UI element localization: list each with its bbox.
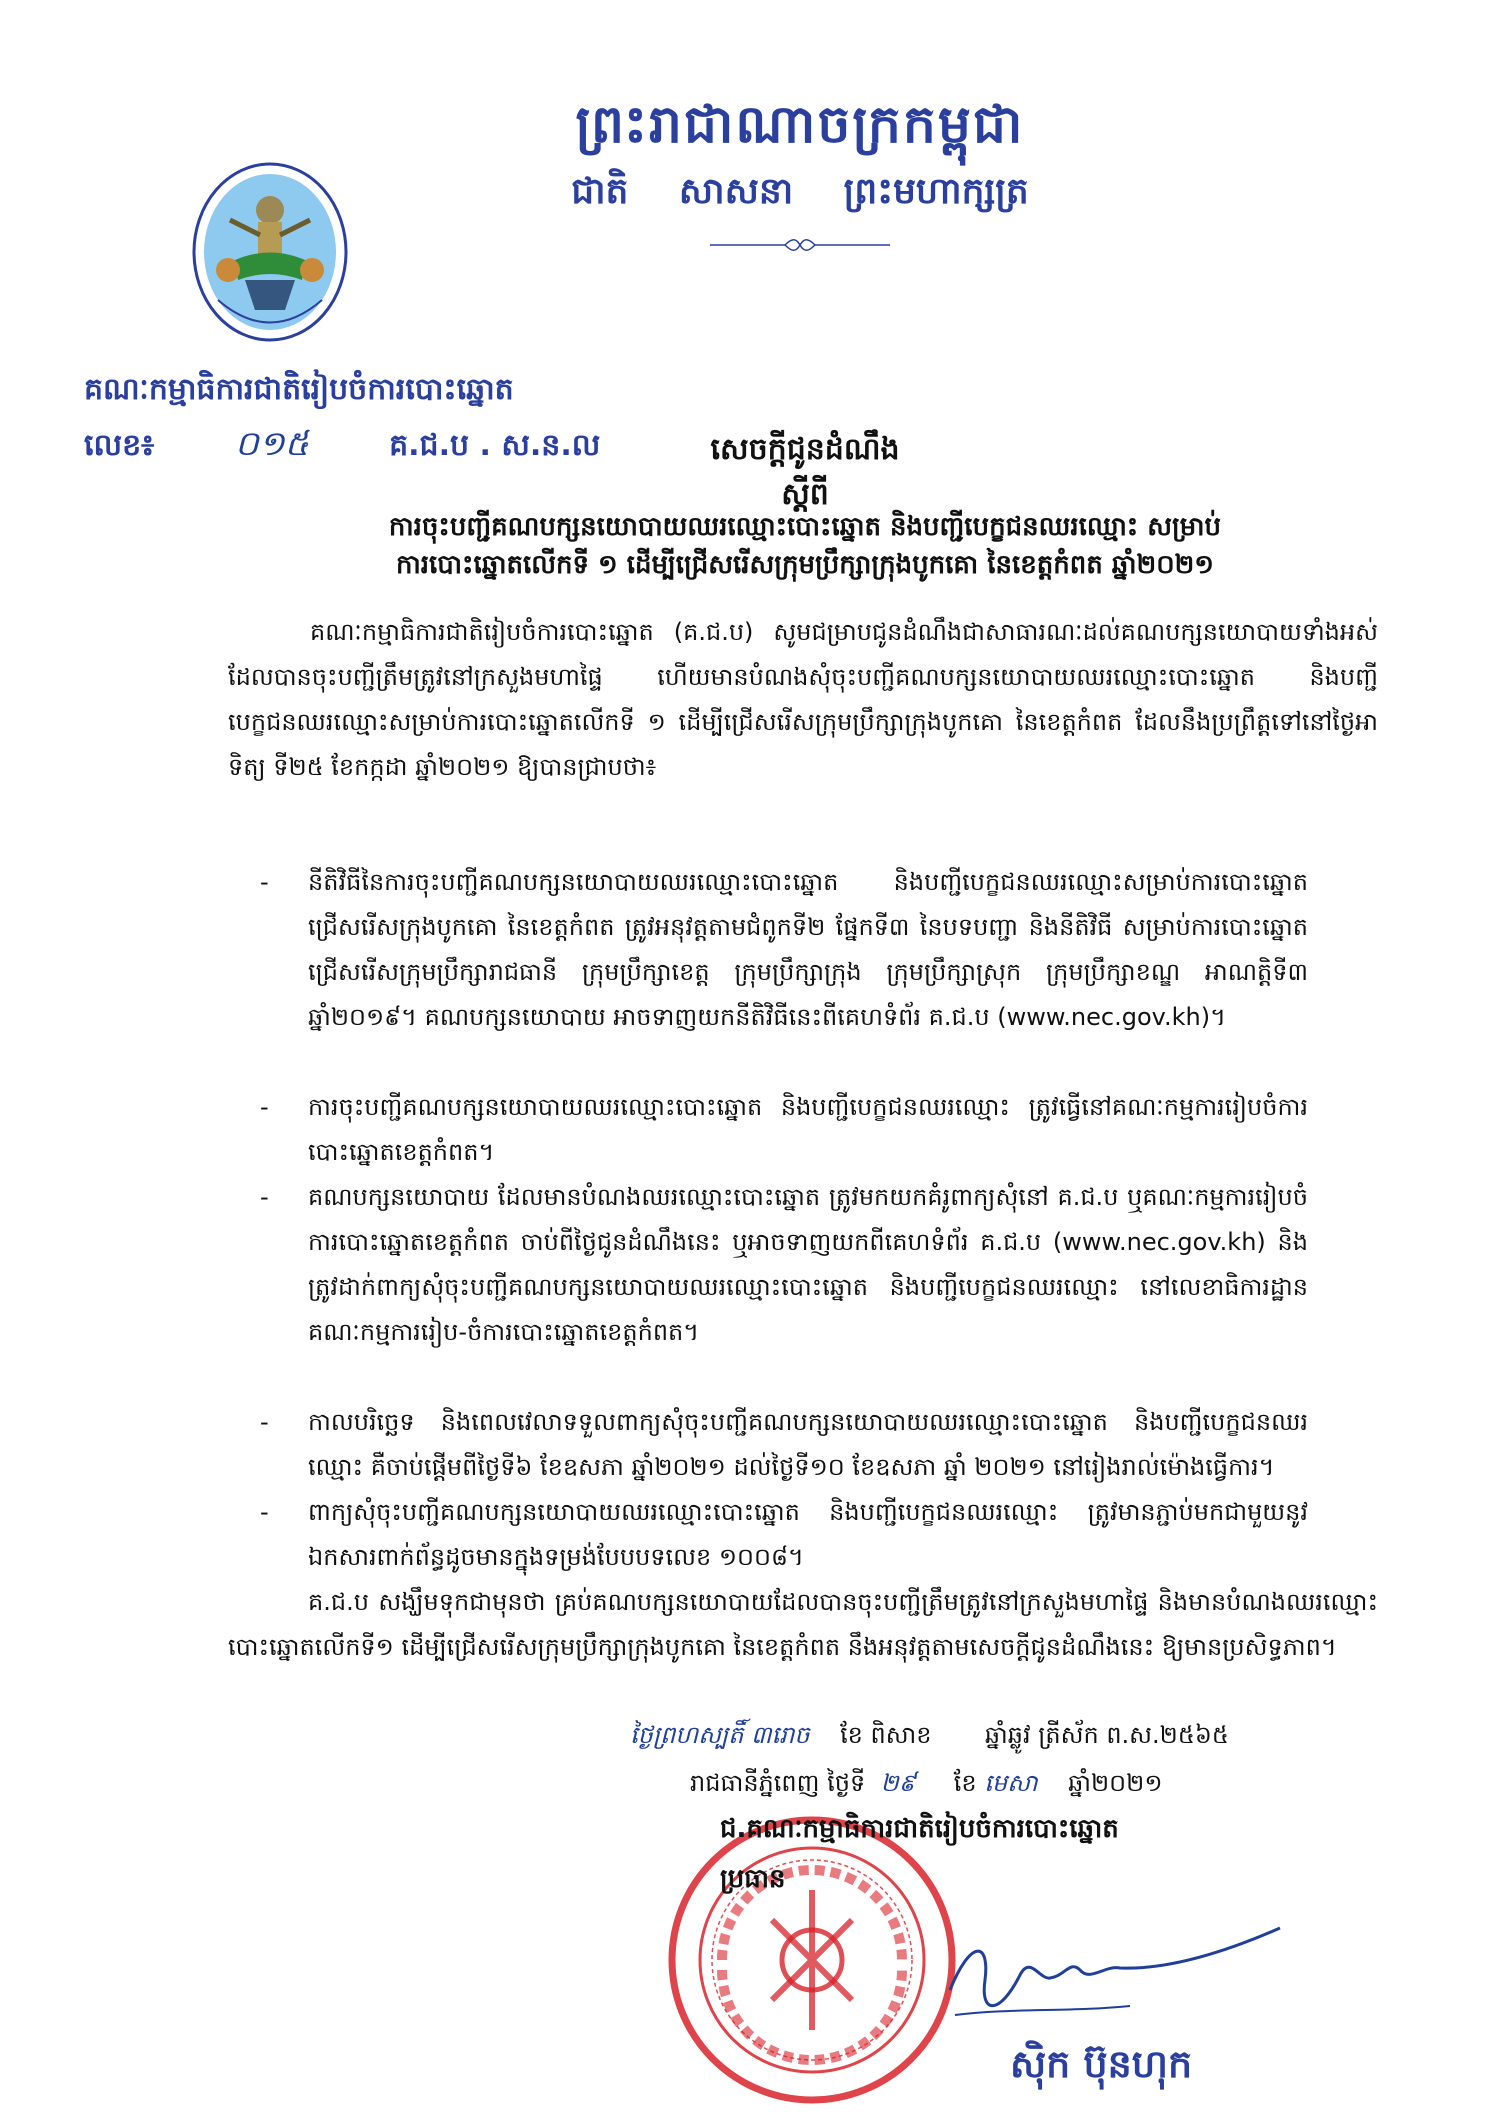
closing-paragraph: គ.ជ.ប សង្ឃឹមទុកជាមុនថា គ្រប់គណបក្សនយោបាយដែលបានចុះបញ្ជីត្រឹមត្រូវនៅក្រសួងមហាផ្ទៃ និងមានបំណងឈរឈ្មោះបោះឆ្នោតលើកទី១ ដើម្បីជ្រើសរើសក្រុមប្រឹក្សាក្រុងបូកគោ នៃខេត្តកំពត នឹងអនុវត្តតាមសេចក្តីជូនដំណឹងនេះ ឱ្យមានប្រសិទ្ធភាព។ xyxy=(228,1588,1378,1661)
kingdom-heading: ព្រះរាជាណាចក្រកម្ពុជា xyxy=(575,95,1025,155)
lunar-year: ឆ្នាំឆ្លូវ ត្រីស័ក ព.ស.២៥៦៥ xyxy=(984,1721,1229,1749)
issuing-organization: គណៈកម្មាធិការជាតិរៀបចំការបោះឆ្នោត xyxy=(84,372,514,407)
notice-title: សេចក្តីជូនដំណឹង xyxy=(710,432,900,467)
bullet-item xyxy=(260,1490,1308,1580)
reference-code: គ.ជ.ប . ស.ន.ល xyxy=(389,428,601,463)
bullet-item xyxy=(260,1085,1308,1175)
intro-paragraph: គណៈកម្មាធិការជាតិរៀបចំការបោះឆ្នោត (គ.ជ.ប) សូមជម្រាបជូនដំណឹងជាសាធារណៈដល់គណបក្សនយោបាយទាំងអស់ ដែលបានចុះបញ្ជីត្រឹមត្រូវនៅក្រសួងមហាផ្ទៃ ហើយមានបំណងសុំចុះបញ្ជីគណបក្សនយោបាយឈរឈ្មោះបោះឆ្នោត និងបញ្ជីបេក្ខជនឈរឈ្មោះសម្រាប់ការបោះឆ្នោតលើកទី ១ ដើម្បីជ្រើសរើសក្រុមប្រឹក្សាក្រុងបូកគោ នៃខេត្តកំពត ដែលនឹងប្រព្រឹត្តទៅនៅថ្ងៃអាទិត្យ ទី២៥ ខែកក្កដា ឆ្នាំ២០២១ ឱ្យបានជ្រាបថា៖ xyxy=(228,618,1378,781)
bullet-dash: - xyxy=(260,1093,269,1121)
place-prefix: រាជធានីភ្នំពេញ ថ្ងៃទី xyxy=(690,1769,866,1797)
bullet-text: គណបក្សនយោបាយ ដែលមានបំណងឈរឈ្មោះបោះឆ្នោត ត្រូវមកយកគំរូពាក្យសុំនៅ គ.ជ.ប ឬគណៈកម្មការរៀបចំការបោះឆ្នោតខេត្តកំពត ចាប់ពីថ្ងៃជូនដំណឹងនេះ ឬអាចទាញយកពីគេហទំព័រ គ.ជ.ប (www.nec.gov.kh) និងត្រូវដាក់ពាក្យសុំចុះបញ្ជីគណបក្សនយោបាយឈរឈ្មោះបោះឆ្នោត និងបញ្ជីបេក្ខជនឈរឈ្មោះ នៅលេខាធិការដ្ឋានគណៈកម្មការរៀប-ចំការបោះឆ្នោតខេត្តកំពត។ xyxy=(308,1183,1308,1346)
signatory-organization: ជ.គណៈកម្មាធិការជាតិរៀបចំការបោះឆ្នោត xyxy=(720,1814,1119,1844)
month-label: ខែ xyxy=(953,1769,977,1797)
signer-name: ស៊ិក ប៊ុនហុក xyxy=(1010,2042,1193,2086)
bullet-text: កាលបរិច្ឆេទ និងពេលវេលាទទួលពាក្យសុំចុះបញ្ជីគណបក្សនយោបាយឈរឈ្មោះបោះឆ្នោត និងបញ្ជីបេក្ខជនឈរឈ្មោះ គឺចាប់ផ្តើមពីថ្ងៃទី៦ ខែឧសភា ឆ្នាំ២០២១ ដល់ថ្ងៃទី១០ ខែឧសភា ឆ្នាំ ២០២១ នៅរៀងរាល់ម៉ោងធ្វើការ។ xyxy=(308,1408,1308,1481)
date-year: ឆ្នាំ២០២១ xyxy=(1068,1769,1163,1797)
bullet-text: ពាក្យសុំចុះបញ្ជីគណបក្សនយោបាយឈរឈ្មោះបោះឆ្នោត និងបញ្ជីបេក្ខជនឈរឈ្មោះ ត្រូវមានភ្ជាប់មកជាមួយនូវឯកសារពាក់ព័ន្ធដូចមានក្នុងទម្រង់បែបបទលេខ ១០០៨។ xyxy=(308,1498,1308,1571)
bullet-dash: - xyxy=(260,1183,269,1211)
gregorian-date-line xyxy=(690,1768,1162,1803)
handwritten-signature xyxy=(930,1920,1290,2040)
lunar-day: ថ្ងៃព្រហស្បតិ៍ ៣រោច xyxy=(630,1721,810,1749)
nec-logo xyxy=(190,160,350,345)
bullet-dash: - xyxy=(260,1408,269,1436)
bullet-dash: - xyxy=(260,1498,269,1526)
bullet-text: ការចុះបញ្ជីគណបក្សនយោបាយឈរឈ្មោះបោះឆ្នោត និងបញ្ជីបេក្ខជនឈរឈ្មោះ ត្រូវធ្វើនៅគណៈកម្មការរៀបចំការបោះឆ្នោតខេត្តកំពត។ xyxy=(308,1093,1308,1166)
bullet-dash: - xyxy=(260,868,269,896)
national-motto: ជាតិ សាសនា ព្រះមហាក្សត្រ xyxy=(571,171,1029,212)
ornamental-divider xyxy=(700,236,900,254)
date-day: ២៩ xyxy=(880,1769,916,1797)
bullet-item xyxy=(260,1400,1308,1490)
reference-number: ០១៥ xyxy=(234,424,309,464)
date-month: មេសា xyxy=(984,1769,1038,1797)
bullet-item xyxy=(260,860,1308,1040)
lunar-date-line xyxy=(630,1720,1229,1755)
bullet-item xyxy=(260,1175,1308,1355)
lunar-month: ខែ ពិសាខ xyxy=(840,1721,932,1749)
signatory-role: ប្រធាន xyxy=(720,1864,786,1894)
notice-subject-line-2: ការបោះឆ្នោតលើកទី ១ ដើម្បីជ្រើសរើសក្រុមប្រឹក្សាក្រុងបូកគោ នៃខេត្តកំពត ឆ្នាំ២០២១ xyxy=(396,550,1214,580)
reference-label: លេខ៖ xyxy=(84,428,155,463)
bullet-text: នីតិវិធីនៃការចុះបញ្ជីគណបក្សនយោបាយឈរឈ្មោះបោះឆ្នោត និងបញ្ជីបេក្ខជនឈរឈ្មោះសម្រាប់ការបោះឆ្នោតជ្រើសរើសក្រុងបូកគោ នៃខេត្តកំពត ត្រូវអនុវត្តតាមជំពូកទី២ ផ្នែកទី៣ នៃបទបញ្ជា និងនីតិវិធី សម្រាប់ការបោះឆ្នោតជ្រើសរើសក្រុមប្រឹក្សារាជធានី ក្រុមប្រឹក្សាខេត្ត ក្រុមប្រឹក្សាក្រុង ក្រុមប្រឹក្សាស្រុក ក្រុមប្រឹក្សាខណ្ឌ អាណត្តិទី៣ ឆ្នាំ២០១៩។ គណបក្សនយោបាយ អាចទាញយកនីតិវិធីនេះពីគេហទំព័រ គ.ជ.ប (www.nec.gov.kh)។ xyxy=(308,868,1308,1031)
official-seal xyxy=(662,1810,962,2110)
notice-subject-label: ស្តីពី xyxy=(781,477,829,512)
notice-subject-line-1: ការចុះបញ្ជីគណបក្សនយោបាយឈរឈ្មោះបោះឆ្នោត និងបញ្ជីបេក្ខជនឈរឈ្មោះ សម្រាប់ xyxy=(388,512,1222,542)
